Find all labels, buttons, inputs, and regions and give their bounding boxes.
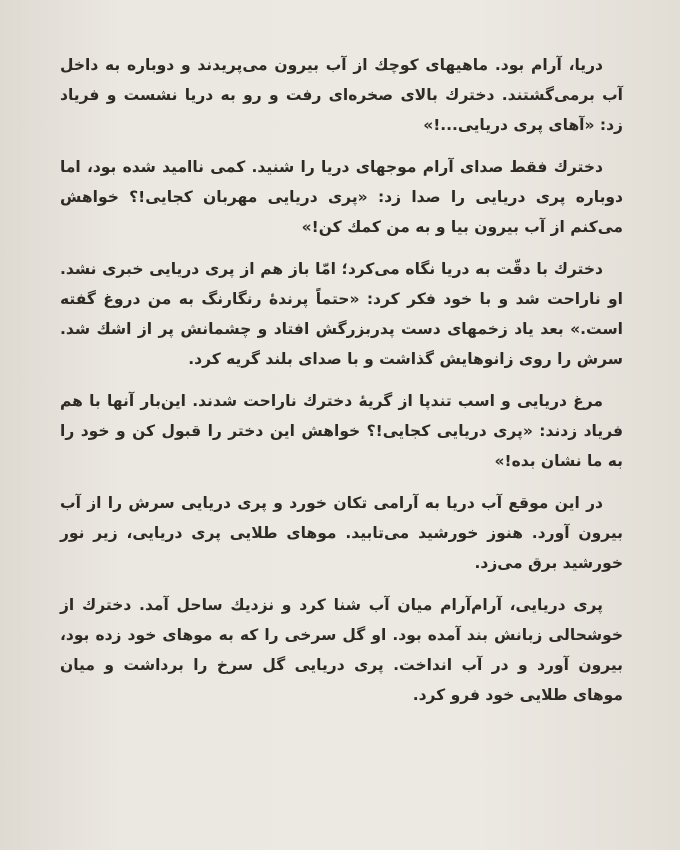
paragraph-2: دخترك فقط صدای آرام موجهای دریا را شنید. کمی ناامید شده بود، اما دوباره پری دریایی را صدا زد: «پری دریایی مهربان کجایی!؟ خواهش می‌کنم از آب بیرون بیا و به من کمك کن!» (60, 158, 623, 236)
paragraph-6: پری دریایی، آرام‌آرام میان آب شنا کرد و نزدیك ساحل آمد. دخترك از خوشحالی زبانش بند آمده بود. او گل سرخی را که به موهای خود زده بود، بیرون آورد و در آب انداخت. پری دریایی گل سرخ را برداشت و میان موهای طلایی خود فرو کرد. (60, 596, 623, 704)
story-text (60, 50, 623, 722)
paragraph-4: مرغ دریایی و اسب تندپا از گریهٔ دخترك ناراحت شدند. این‌بار آنها با هم فریاد زدند: «پری دریایی کجایی!؟ خواهش این دختر را قبول کن و خود را به ما نشان بده!» (60, 392, 623, 470)
paragraph-5: در این موقع آب دریا به آرامی تکان خورد و پری دریایی سرش را از آب بیرون آورد. هنوز خورشید می‌تابید. موهای طلایی پری دریایی، زیر نور خورشید برق می‌زد. (60, 494, 623, 572)
paragraph-1: دریا، آرام بود. ماهیهای کوچك از آب بیرون می‌پریدند و دوباره به داخل آب برمی‌گشتند. دخترك بالای صخره‌ای رفت و رو به دریا نشست و فریاد زد: «آهای پری دریایی...!» (60, 56, 623, 134)
paragraph-3: دخترك با دقّت به دریا نگاه می‌کرد؛ امّا باز هم از پری دریایی خبری نشد. او ناراحت شد و با خود فکر کرد: «حتماً پرندهٔ رنگارنگ به من دروغ گفته است.» بعد یاد زخمهای دست پدربزرگش افتاد و چشمانش پر از اشك شد. سرش را روی زانوهایش گذاشت و با صدای بلند گریه کرد. (60, 260, 623, 368)
